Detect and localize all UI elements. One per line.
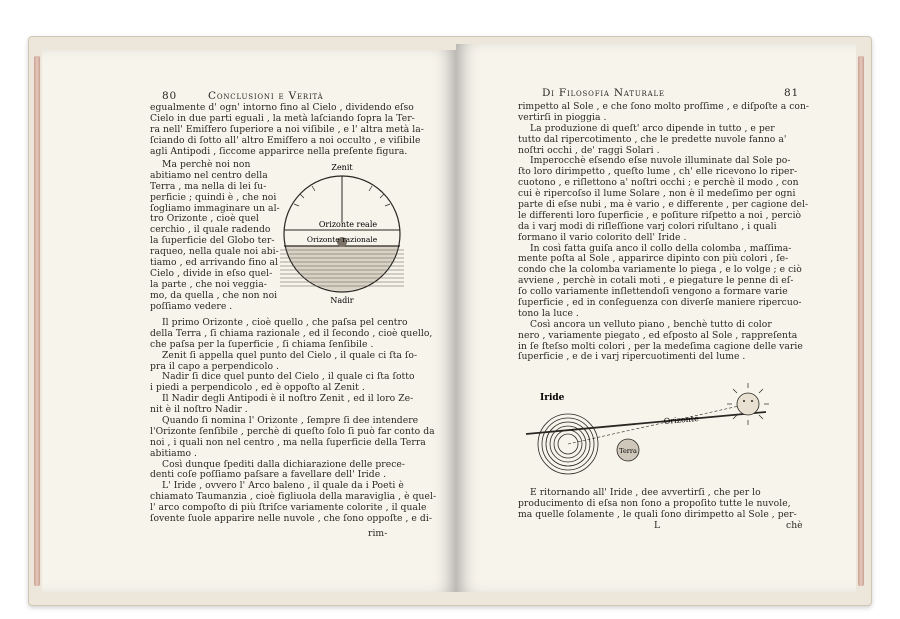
text-line: La produzione di queſt' arco dipende in tutto , e per — [530, 122, 775, 134]
text-line: l'Orizonte ſenſibile , perchè di queſto ſolo ſi può far conto da — [150, 425, 435, 437]
text-line: cuotono , e riſlettono a' noſtri occhi ; e perchè il modo , con — [518, 177, 799, 189]
page-edge-right — [858, 56, 864, 586]
iride-label: Iride — [540, 393, 565, 403]
text-line: producimento di eſsa non ſono a propoſito tutte le nuvole, — [518, 497, 791, 509]
text-line: che paſsa per la ſuperficie , ſi chiama ſenſibile . — [150, 338, 374, 350]
rainbow-diagram — [516, 382, 806, 482]
text-line: tutto dal ripercotimento , che le predette nuvole fanno a' — [518, 133, 787, 145]
left-top-paragraph — [150, 103, 424, 157]
text-line: noi , i quali non nel centro , ma nella ſuperficie della Terra — [150, 436, 426, 448]
text-line: in ſe ſteſso molti colori , per la medeſima cagione delle varie — [518, 340, 803, 352]
text-line: le differenti loro ſuperficie , e poſiture riſpetto a noi , perciò — [518, 209, 802, 221]
text-line: cerchio , il quale radendo — [150, 224, 271, 236]
left-wrap-paragraph — [150, 160, 280, 312]
text-line: Cielo , divide in eſso quel- — [150, 267, 273, 279]
text-line: mente poſta al Sole , apparirce dipinto con più colori , ſe- — [518, 253, 789, 265]
text-line: E ritornando all' Iride , dee avvertirſi , che per lo — [530, 487, 761, 498]
text-line: Terra , ma nella di lei ſu- — [150, 180, 267, 192]
sun-ray-line — [568, 404, 748, 444]
text-line: vertirſi in pioggia . — [518, 111, 607, 123]
sun-icon — [727, 383, 769, 425]
horizon-diagram — [270, 158, 420, 308]
text-line: i piedi a perpendicolo , ed è oppoſto al Zenit . — [150, 382, 365, 394]
text-line: l' arco compoſto di più ſtriſce variamente colorite , il quale — [150, 502, 427, 514]
text-line: Quando ſi nomina l' Orizonte , ſempre ſi dee intendere — [162, 415, 419, 427]
text-line: la parte , che noi veggia- — [150, 278, 267, 290]
text-line: Così dunque ſpediti dalla dichiarazione delle prece- — [162, 458, 406, 470]
text-line: ſogliamo immaginare un al- — [150, 202, 280, 214]
text-line: ſuperficie , ed in conſeguenza con diverſe maniere ripercuo- — [518, 297, 802, 309]
text-line: Il primo Orizonte , cioè quello , che paſsa pel centro — [162, 317, 408, 328]
text-line: parte di eſse nubi , ma è vario , e differente , per cagione del- — [518, 199, 809, 211]
right-page-number: 81 — [784, 87, 799, 99]
text-line: ſo collo variamente inſlettendoſi vengono a formare varie — [518, 286, 788, 298]
text-line: perficie ; quindi è , che noi — [150, 191, 277, 203]
right-page — [456, 44, 856, 592]
text-line: poſſiamo vedere . — [150, 300, 233, 312]
text-line: ma quelle ſolamente , le quali ſono dirimpetto al Sole , per- — [518, 508, 797, 520]
right-closing-paragraph — [518, 488, 797, 521]
text-line: chiamato Taumanzia , cioè figliuola della maraviglia , è quel- — [150, 491, 437, 503]
text-line: egualmente d' ogn' intorno fino al Cielo , dividendo eſso — [150, 102, 414, 113]
left-page-number: 80 — [162, 90, 177, 102]
text-line: agli Antipodi , ſiccome apparirce nella preſente figura. — [150, 145, 408, 157]
text-line: pra il capo a perpendicolo . — [150, 360, 279, 372]
text-line: la ſuperficie del Globo ter- — [150, 235, 275, 247]
nadir-label: Nadir — [330, 296, 354, 305]
text-line: In così fatta guiſa anco il collo della colomba , maſſima- — [530, 242, 792, 254]
text-line: tro Orizonte , cioè quel — [150, 213, 259, 225]
text-line: noſtri occhi , de' raggi Solari . — [518, 144, 660, 156]
text-line: ſto loro dirimpetto , queſto lume , ch' elle ricevono lo riper- — [518, 166, 798, 178]
text-line: della Terra , ſi chiama razionale , ed il ſecondo , cioè quello, — [150, 327, 433, 339]
text-line: nit è il noſtro Nadir . — [150, 404, 248, 416]
text-line: abitiamo . — [150, 447, 197, 459]
orizzonte-razionale-label: Orizonte razionale — [306, 235, 378, 244]
signature-mark: L — [654, 520, 661, 531]
text-line: mo, da quella , che non noi — [150, 289, 278, 301]
text-line: Così ancora un velluto piano , benchè tutto di color — [530, 318, 772, 330]
open-book — [28, 30, 870, 608]
text-line: tiamo , ed arrivando fino al — [150, 257, 278, 269]
terra-label: Terra — [619, 447, 637, 455]
right-running-head: Di Filosofia Naturale — [542, 87, 665, 99]
text-line: Imperocchè eſsendo eſse nuvole illuminate dal Sole po- — [530, 155, 791, 167]
right-catchword: chè — [786, 520, 803, 531]
text-line: Zenit ſi appella quel punto del Cielo , il quale ci ſta ſo- — [162, 349, 418, 361]
text-line: condo che la colomba variamente lo piega , e lo volge ; e ciò — [518, 264, 802, 276]
text-line: formano il vario colorito dell' Iride . — [518, 231, 687, 243]
text-line: raqueo, nella quale noi abi- — [150, 246, 279, 258]
text-line: Ma perchè noi non — [162, 159, 251, 170]
text-line: ſciando di ſotto all' altro Emiſfero a noi occulto , e viſibile — [150, 134, 421, 146]
left-running-head: Conclusioni e Verità — [208, 90, 324, 102]
text-line: ra nell' Emiſfero ſuperiore a noi viſibile , e l' altra metà la- — [150, 123, 424, 135]
right-paragraphs — [518, 102, 809, 363]
left-page — [42, 50, 456, 592]
text-line: nero , variamente piegato , ed eſposto al Sole , rappreſenta — [518, 329, 798, 341]
page-edge-left — [34, 56, 40, 586]
left-catchword: rim- — [368, 528, 388, 539]
text-line: tono la luce . — [518, 307, 579, 319]
text-line: cui è ripercoſso il lume Solare , non è il medeſimo per ogni — [518, 188, 796, 200]
text-line: Il Nadir degli Antipodi è il noſtro Zenit , ed il loro Ze- — [162, 393, 414, 405]
text-line: abitiamo nel centro della — [150, 169, 268, 181]
text-line: denti coſe poſſiamo paſsare a favellare dell' Iride . — [150, 469, 387, 481]
orizzonte-reale-label: Orizonte reale — [318, 220, 378, 229]
left-bottom-paragraphs — [150, 318, 436, 525]
text-line: Nadir ſi dice quel punto del Cielo , il quale ci ſta ſotto — [162, 371, 415, 383]
text-line: Cielo in due parti eguali , la metà laſciando ſopra la Ter- — [150, 112, 415, 124]
text-line: ſovente ſuole apparire nelle nuvole , che ſono oppoſte , e di- — [150, 513, 432, 525]
text-line: rimpetto al Sole , e che ſono molto proſſime , e diſpoſte a con- — [518, 101, 810, 112]
text-line: avviene , perchè in cotali moti , e piegature le penne di eſ- — [518, 275, 794, 287]
text-line: L' Iride , ovvero l' Arco baleno , il quale da i Poeti è — [162, 480, 404, 492]
zenit-label: Zenit — [331, 163, 353, 172]
text-line: da i varj modi di riſleſſione varj colori riſultano , i quali — [518, 220, 777, 232]
orizzonte-label: Orizonte — [663, 413, 700, 426]
text-line: ſuperficie , e de i varj ripercuotimenti del lume . — [518, 351, 746, 363]
